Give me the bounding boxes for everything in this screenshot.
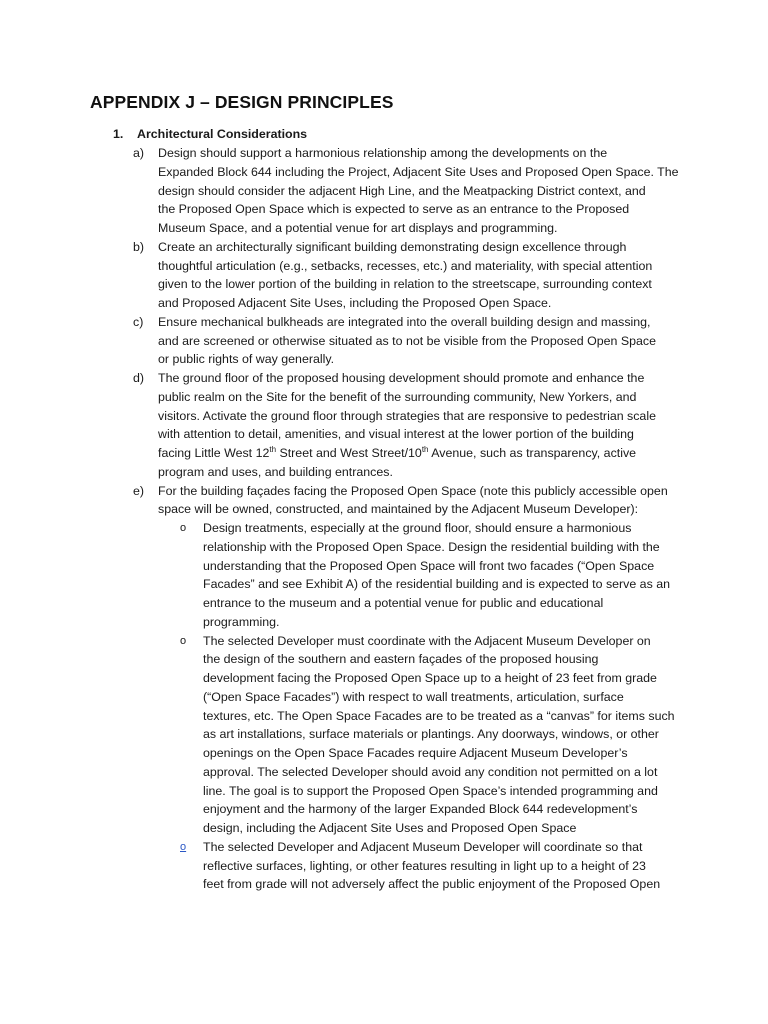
text-line: openings on the Open Space Facades require Adjacent Museum Developer’s xyxy=(203,746,628,760)
section-architectural-considerations xyxy=(113,125,693,144)
text-line: or public rights of way generally. xyxy=(158,352,335,367)
text-line: Design should support a harmonious relationship among the developments on the xyxy=(158,146,608,160)
bullet-text xyxy=(203,519,678,632)
text-line: understanding that the Proposed Open Space will front two facades (“Open Space xyxy=(203,558,655,573)
list-item-a xyxy=(133,144,693,238)
text-line: The selected Developer must coordinate with the Adjacent Museum Developer on xyxy=(203,633,651,648)
text-line: Create an architecturally significant building demonstrating design excellence through xyxy=(158,239,627,254)
section-heading xyxy=(113,125,693,144)
text-line: as art installations, surface materials or plantings. Any doorways, windows, or other xyxy=(203,727,659,742)
text-line: and are screened or otherwise situated as to not be visible from the Proposed Open Space xyxy=(158,333,656,348)
list-item-b xyxy=(133,238,693,313)
text-line: programming. xyxy=(203,614,280,629)
text-line: relationship with the Proposed Open Space. Design the residential building with the xyxy=(203,539,660,554)
section-number: 1. xyxy=(113,127,124,141)
ordinal-superscript: th xyxy=(421,444,429,454)
bullet-text xyxy=(203,838,678,894)
text-line: entrance to the museum and a potential venue for public and educational xyxy=(203,596,604,610)
appendix-title: APPENDIX J – DESIGN PRINCIPLES xyxy=(90,92,394,112)
text-line: with attention to detail, amenities, and visual interest at the lower portion of the building xyxy=(158,427,634,442)
text-line: visitors. Activate the ground floor through strategies that are responsive to pedestrian scale xyxy=(158,408,656,423)
bullet-marker: o xyxy=(180,522,187,534)
text-line: Museum Space, and a potential venue for art displays and programming. xyxy=(158,221,558,235)
text-line: Facades” and see Exhibit A) of the residential building and is expected to serve as an xyxy=(203,577,670,592)
item-text xyxy=(158,369,678,482)
text-line: reflective surfaces, lighting, or other features resulting in light up to a height of 23 xyxy=(203,858,646,873)
item-text xyxy=(158,313,678,369)
text-line: feet from grade will not adversely affect the public enjoyment of the Proposed Open xyxy=(203,877,661,892)
bullet-marker-link[interactable]: o xyxy=(180,840,187,853)
item-letter: d) xyxy=(133,371,145,385)
text-line: development facing the Proposed Open Space up to a height of 23 feet from grade xyxy=(203,671,657,685)
facade-bullet-list xyxy=(180,519,678,894)
text-line: design, including the Adjacent Site Uses and Proposed Open Space xyxy=(203,821,577,835)
text-line: Design treatments, especially at the ground floor, should ensure a harmonious xyxy=(203,521,632,535)
list-item-e xyxy=(133,482,693,895)
street-text-part: facing Little West 12 xyxy=(158,446,270,460)
text-line: public realm on the Site for the benefit of the surrounding community, New Yorkers, and xyxy=(158,389,637,404)
text-line: design should consider the adjacent High Line, and the Meatpacking District context, and xyxy=(158,183,646,198)
text-line: given to the lower portion of the building in relation to the streetscape, surrounding context xyxy=(158,277,652,292)
text-line: Ensure mechanical bulkheads are integrated into the overall building design and massing, xyxy=(158,314,651,329)
text-line: line. The goal is to support the Proposed Open Space’s intended programming and xyxy=(203,783,658,798)
text-line: The ground floor of the proposed housing development should promote and enhance the xyxy=(158,371,645,385)
bullet-item xyxy=(180,519,678,632)
section-title: Architectural Considerations xyxy=(137,127,308,141)
ordinal-superscript: th xyxy=(269,444,277,454)
text-line: Expanded Block 644 including the Project, Adjacent Site Uses and Proposed Open Space. The xyxy=(158,164,679,179)
principles-list xyxy=(133,144,693,894)
item-text xyxy=(158,238,678,313)
text-line: textures, etc. The Open Space Facades are to be treated as a “canvas” for items such xyxy=(203,708,675,723)
street-line xyxy=(158,444,678,463)
text-line: the Proposed Open Space which is expected to serve as an entrance to the Proposed xyxy=(158,202,630,217)
bullet-text xyxy=(203,632,678,838)
street-text-part: Avenue, such as transparency, active xyxy=(428,446,637,460)
bullet-marker: o xyxy=(180,634,187,647)
item-letter: b) xyxy=(133,239,145,254)
item-text xyxy=(158,144,678,238)
text-line: the design of the southern and eastern façades of the proposed housing xyxy=(203,652,599,667)
text-line: (“Open Space Facades”) with respect to wall treatments, articulation, surface xyxy=(203,689,624,704)
text-line: and Proposed Adjacent Site Uses, including the Proposed Open Space. xyxy=(158,296,552,310)
item-text xyxy=(158,482,678,895)
item-letter: a) xyxy=(133,146,145,160)
item-letter: e) xyxy=(133,483,145,498)
item-letter: c) xyxy=(133,314,144,329)
list-item-c xyxy=(133,313,693,369)
text-line: For the building façades facing the Proposed Open Space (note this publicly accessible open xyxy=(158,483,668,498)
text-line: program and uses, and building entrances. xyxy=(158,464,393,479)
bullet-item xyxy=(180,632,678,838)
text-line: enjoyment and the harmony of the larger Expanded Block 644 redevelopment’s xyxy=(203,802,638,817)
text-line: thoughtful articulation (e.g., setbacks, recesses, etc.) and materiality, with special attention xyxy=(158,258,653,273)
text-line: approval. The selected Developer should avoid any condition not permitted on a lot xyxy=(203,764,658,779)
text-line: space will be owned, constructed, and maintained by the Adjacent Museum Developer): xyxy=(158,502,639,517)
text-line: The selected Developer and Adjacent Museum Developer will coordinate so that xyxy=(203,839,643,854)
bullet-item xyxy=(180,838,678,894)
street-text-part: Street and West Street/10 xyxy=(276,446,422,460)
list-item-d xyxy=(133,369,693,482)
